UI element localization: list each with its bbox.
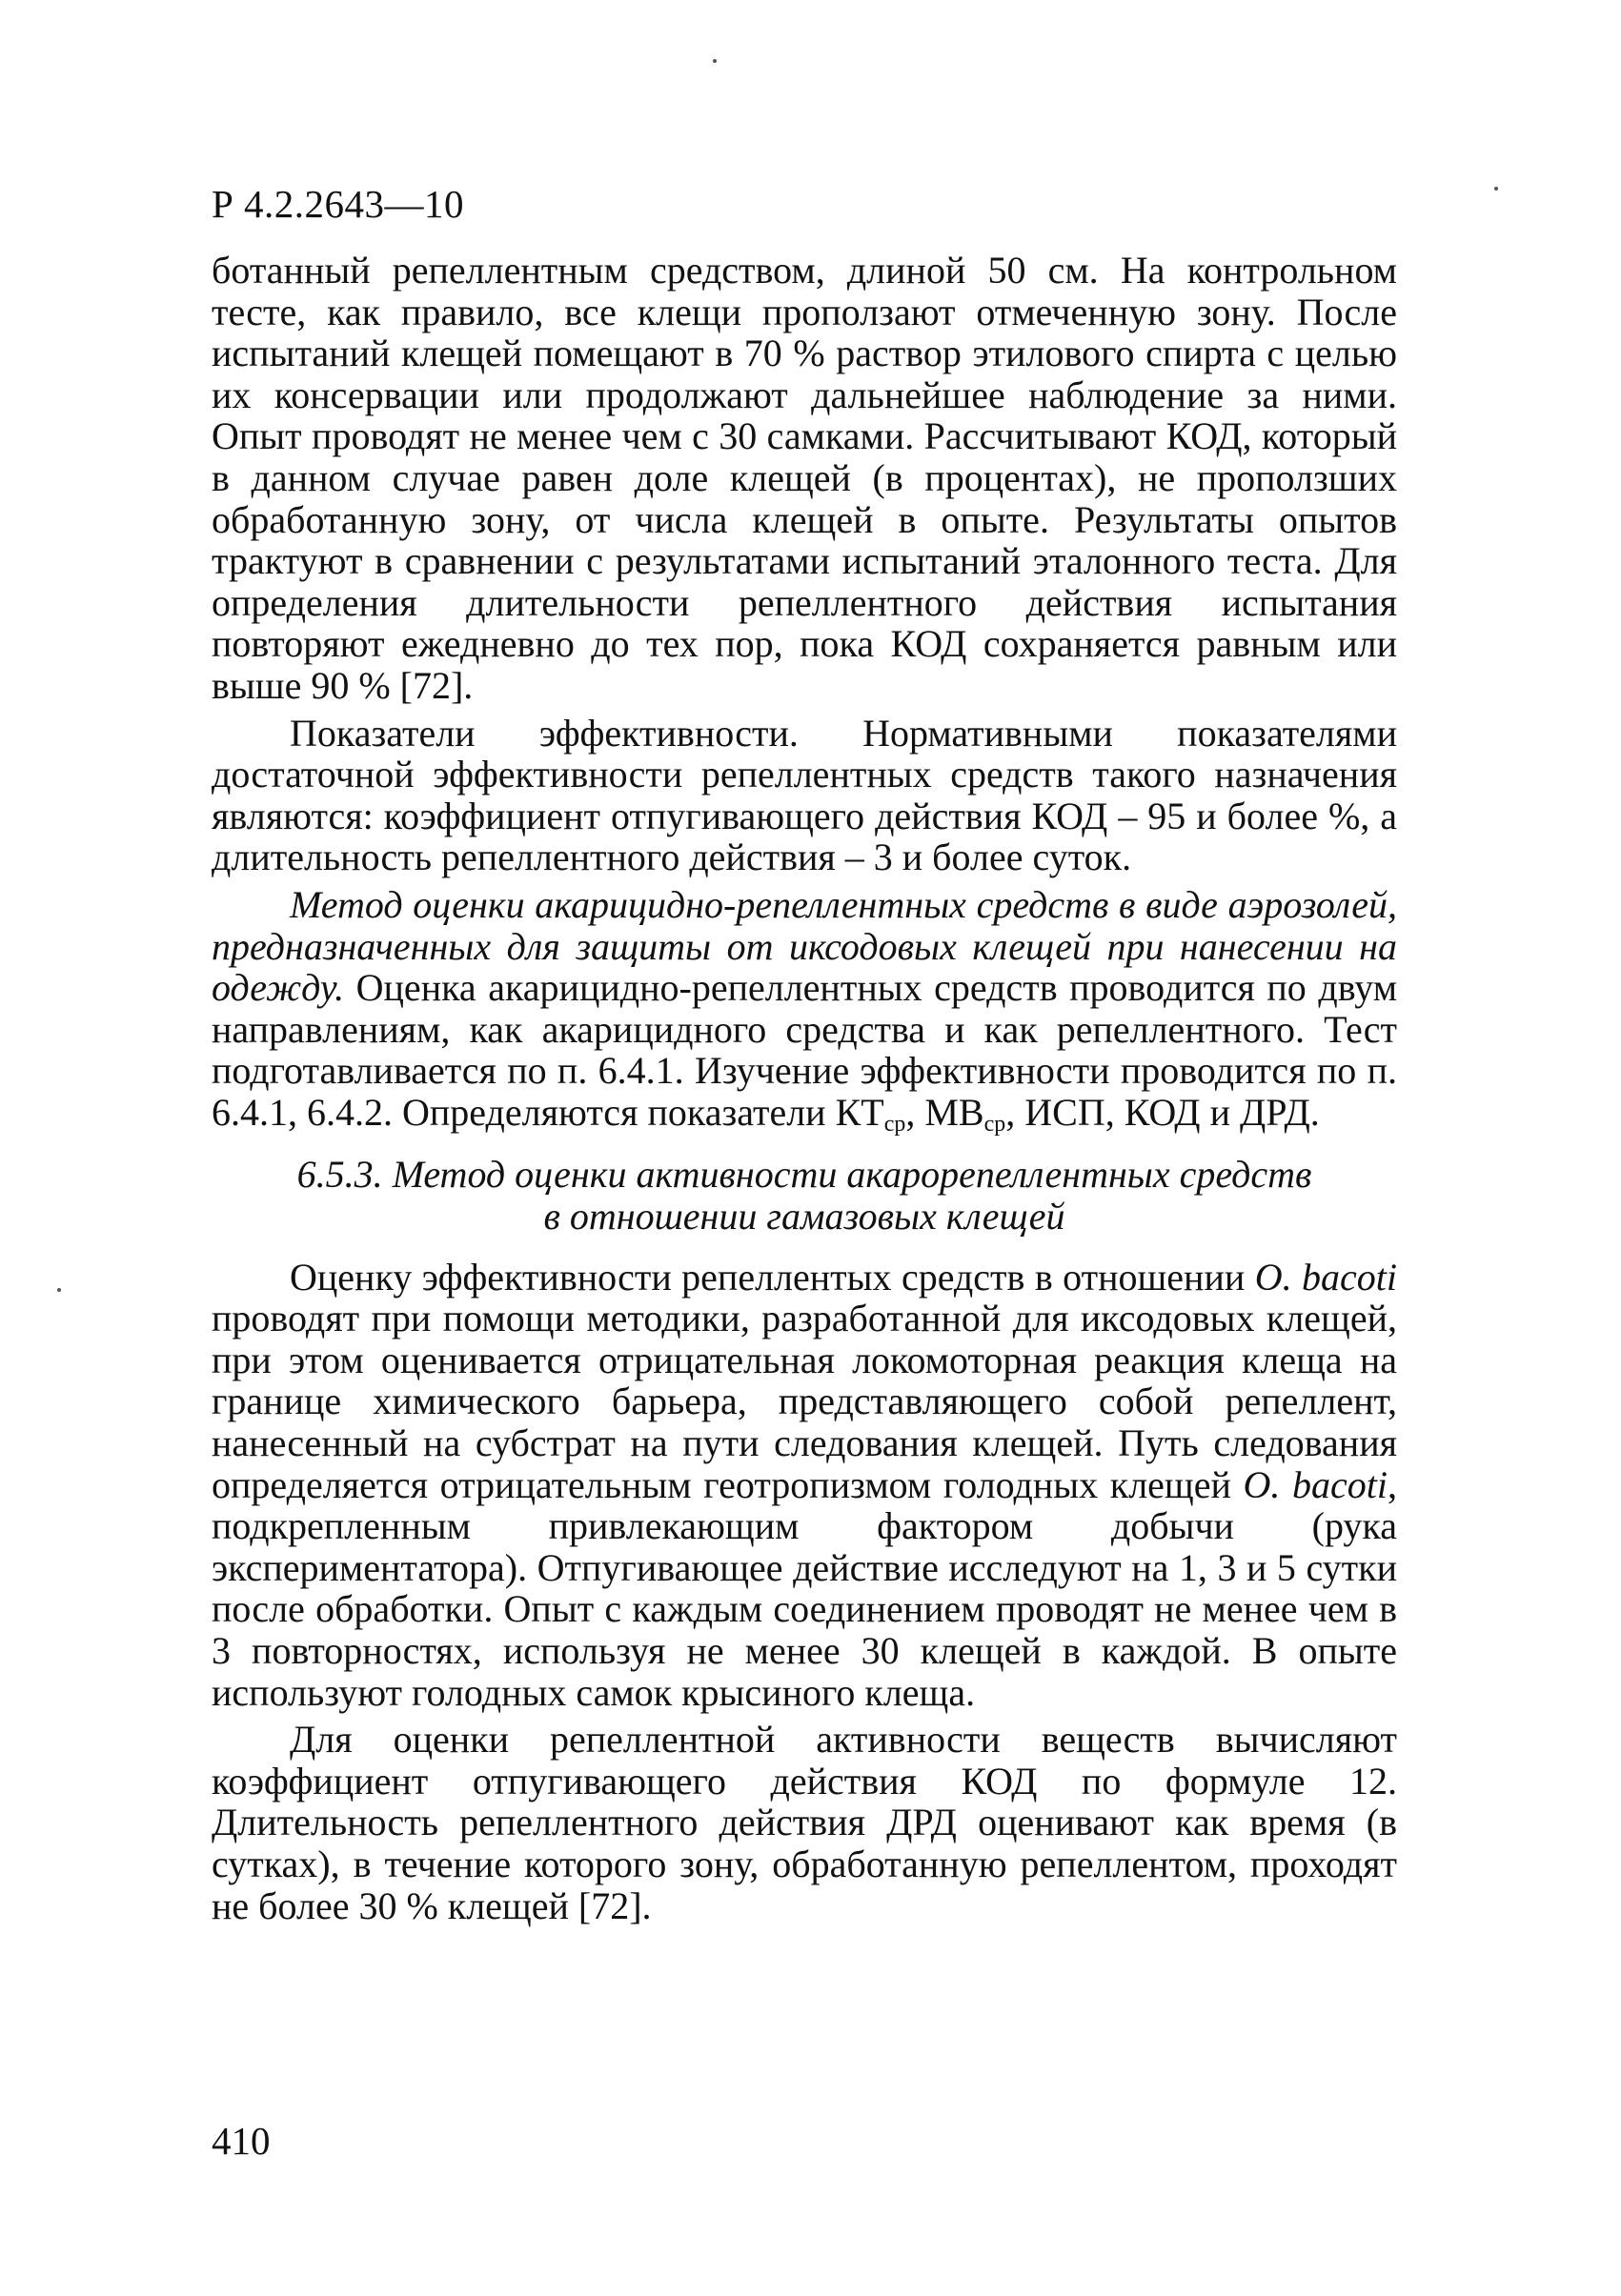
aerosol-method-text-end: , ИСП, КОД и ДРД. (1005, 1090, 1320, 1134)
paragraph-continuation: ботанный репеллентным средством, длиной 50 см. На контрольном тесте, как правило, все клещи проползают отмеченную зону. После испытаний клещей помещают в 70 % раствор этилового спирта с целью их консервации или продолжают дальнейшее наблюдение за ними. Опыт проводят не менее чем с 30 самками. Рассчитывают КОД, который в данном случае равен доле клещей (в процентах), не проползших обработанную зону, от числа клещей в опыте. Результаты опытов трактуют в сравнении с результатами испытаний эталонного теста. Для определения длительности репеллентного действия испытания повторяют ежедневно до тех пор, пока КОД сохраняется равным или выше 90 % [72]. (212, 249, 1397, 707)
gamasid-text-3: , подкрепленным привлекающим фактором добычи (рука экспериментатора). Отпугивающее действие исследуют на 1, 3 и 5 сутки после обработки. Опыт с каждым соединением проводят не менее чем в 3 повторностях, используя не менее 30 клещей в каждой. В опыте используют голодных самок крысиного клеща. (212, 1462, 1397, 1714)
aerosol-method-text: Оценка акарицидно-репеллентных средств проводится по двум направлениям, как акарицидного средства и как репеллентного. Тест подготавливается по п. 6.4.1. Изучение эффективности проводится по п. 6.4.1, 6.4.2. Определяются показатели КТ (212, 966, 1397, 1134)
paragraph-aerosol-method (212, 882, 1397, 1137)
aerosol-method-italic-lead: Метод оценки акарицидно-репеллентных средств в виде аэрозолей, предназначенных для защиты от иксодовых клещей при нанесении на одежду. (212, 882, 1397, 1010)
page-number: 410 (212, 2119, 271, 2163)
body-text (212, 250, 1397, 1926)
document-code-header: Р 4.2.2643—10 (212, 182, 465, 226)
subscript-kt: ср (883, 1111, 906, 1137)
paragraph-efficiency-indicators: Показатели эффективности. Нормативными показателями достаточной эффективности репеллентных средств такого назначения являются: коэффициент отпугивающего действия КОД – 95 и более %, а длительность репеллентного действия – 3 и более суток. (212, 711, 1397, 879)
species-name-1: O. bacoti (1254, 1255, 1397, 1299)
scan-speck (57, 1288, 61, 1292)
species-name-2: O. bacoti (1243, 1462, 1388, 1506)
scan-speck (1494, 187, 1498, 191)
scan-speck (713, 59, 717, 63)
section-title-line-2: в отношении гамазовых клещей (543, 1195, 1065, 1239)
section-title (212, 1154, 1397, 1237)
subscript-mv: ср (983, 1111, 1006, 1137)
section-title-line-1: 6.5.3. Метод оценки активности акарорепеллентных средств (296, 1153, 1312, 1197)
gamasid-text-1: Оценку эффективности репеллентых средств в отношении (290, 1255, 1255, 1299)
gamasid-text-2: проводят при помощи методики, разработанной для иксодовых клещей, при этом оценивается отрицательная локомоторная реакция клеща на границе химического барьера, представляющего собой репеллент, нанесенный на субстрат на пути следования клещей. Путь следования определяется отрицательным геотропизмом голодных клещей (212, 1297, 1397, 1506)
paragraph-repellent-activity: Для оценки репеллентной активности веществ вычисляют коэффициент отпугивающего действия КОД по формуле 12. Длительность репеллентного действия ДРД оценивают как время (в сутках), в течение которого зону, обработанную репеллентом, проходят не более 30 % клещей [72]. (212, 1718, 1397, 1927)
aerosol-method-text-mid: , МВ (905, 1090, 984, 1134)
paragraph-gamasid-method (212, 1257, 1397, 1714)
